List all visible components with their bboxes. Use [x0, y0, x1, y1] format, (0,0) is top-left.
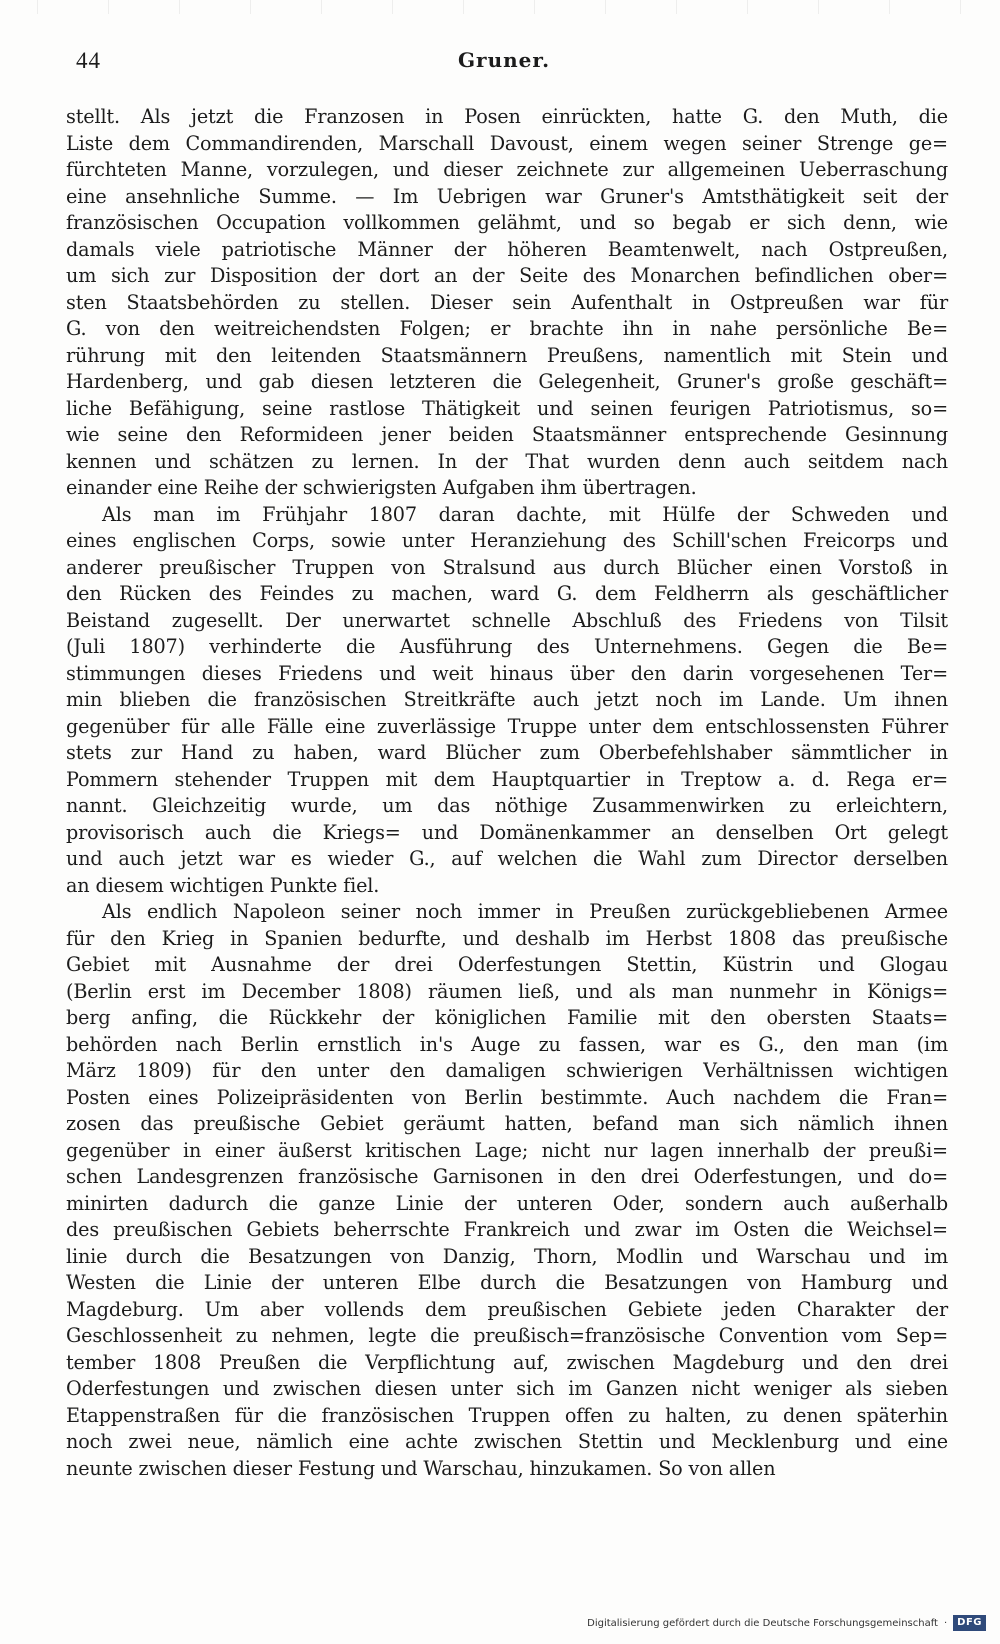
text-line: März 1809) für den unter den damaligen schwierigen Verhältnissen wichtigen — [66, 1059, 948, 1082]
text-line: Gebiet mit Ausnahme der drei Oderfestungen Stettin, Küstrin und Glogau — [66, 953, 948, 976]
text-line: einander eine Reihe der schwierigsten Aufgaben ihm übertragen. — [66, 476, 697, 499]
text-line: Als man im Frühjahr 1807 daran dachte, mit Hülfe der Schweden und — [102, 502, 948, 526]
text-line: zosen das preußische Gebiet geräumt hatten, befand man sich nämlich ihnen — [66, 1112, 948, 1135]
text-line: wie seine den Reformideen jener beiden Staatsmänner entsprechende Gesinnung — [66, 423, 948, 446]
text-line: sten Staatsbehörden zu stellen. Dieser sein Aufenthalt in Ostpreußen war für — [66, 290, 948, 314]
text-line: noch zwei neue, nämlich eine achte zwischen Stettin und Mecklenburg und eine — [66, 1430, 948, 1453]
text-line: kennen und schätzen zu lernen. In der That wurden denn auch seitdem nach — [66, 449, 948, 473]
text-line: Posten eines Polizeipräsidenten von Berlin bestimmte. Auch nachdem die Fran= — [66, 1085, 948, 1109]
text-line: stimmungen dieses Friedens und weit hinaus über den darin vorgesehenen Ter= — [66, 661, 948, 685]
text-line: neunte zwischen dieser Festung und Warschau, hinzukamen. So von allen — [66, 1456, 776, 1480]
text-line: provisorisch auch die Kriegs= und Domänenkammer an denselben Ort gelegt — [66, 820, 948, 844]
body-text — [66, 104, 948, 1482]
scan-noise — [0, 0, 1000, 14]
text-line: Beistand zugesellt. Der unerwartet schnelle Abschluß des Friedens von Tilsit — [66, 608, 948, 632]
paragraph — [66, 104, 948, 502]
text-line: Oderfestungen und zwischen diesen unter sich im Ganzen nicht weniger als sieben — [66, 1377, 948, 1400]
running-head: Gruner. — [457, 48, 551, 72]
page-number: 44 — [76, 48, 101, 73]
text-line: eine ansehnliche Summe. — Im Uebrigen war Gruner's Amtsthätigkeit seit der — [66, 184, 948, 208]
text-line: schen Landesgrenzen französische Garnisonen in den drei Oderfestungen, und do= — [66, 1165, 948, 1188]
text-line: gegenüber für alle Fälle eine zuverlässige Truppe unter dem entschlossensten Führer — [66, 714, 948, 738]
text-line: um sich zur Disposition der dort an der Seite des Monarchen befindlichen ober= — [66, 264, 948, 287]
text-line: G. von den weitreichendsten Folgen; er brachte ihn in nahe persönliche Be= — [66, 317, 948, 340]
text-line: und auch jetzt war es wieder G., auf welchen die Wahl zum Director derselben — [66, 847, 948, 870]
text-line: des preußischen Gebiets beherrschte Frankreich und zwar im Osten die Weichsel= — [66, 1218, 948, 1241]
paragraph — [66, 502, 948, 900]
text-line: Pommern stehender Truppen mit dem Hauptquartier in Treptow a. d. Rega er= — [66, 767, 948, 791]
text-line: behörden nach Berlin ernstlich in's Auge zu fassen, war es G., den man (im — [66, 1032, 948, 1056]
text-line: Magdeburg. Um aber vollends dem preußischen Gebiete jeden Charakter der — [66, 1297, 948, 1321]
text-line: damals viele patriotische Männer der höheren Beamtenwelt, nach Ostpreußen, — [66, 237, 948, 261]
dfg-logo: DFG — [953, 1615, 986, 1631]
page-header — [64, 48, 944, 84]
text-line: Als endlich Napoleon seiner noch immer in Preußen zurückgebliebenen Armee — [102, 900, 948, 923]
text-line: anderer preußischer Truppen von Stralsund aus durch Blücher einen Vorstoß in — [66, 555, 948, 579]
text-line: für den Krieg in Spanien bedurfte, und deshalb im Herbst 1808 das preußische — [66, 926, 948, 950]
paragraph — [66, 899, 948, 1482]
text-line: tember 1808 Preußen die Verpflichtung auf, zwischen Magdeburg und den drei — [66, 1350, 948, 1374]
text-line: französischen Occupation vollkommen gelähmt, und so begab er sich denn, wie — [66, 211, 948, 234]
text-line: Hardenberg, und gab diesen letzteren die Gelegenheit, Gruner's große geschäft= — [66, 370, 948, 393]
text-line: eines englischen Corps, sowie unter Heranziehung des Schill'schen Freicorps und — [66, 529, 948, 552]
text-line: Etappenstraßen für die französischen Truppen offen zu halten, zu denen späterhin — [66, 1403, 948, 1427]
text-line: rührung mit den leitenden Staatsmännern Preußens, namentlich mit Stein und — [66, 343, 948, 367]
text-line: fürchteten Manne, vorzulegen, und dieser zeichnete zur allgemeinen Ueberraschung — [66, 158, 948, 181]
text-line: liche Befähigung, seine rastlose Thätigkeit und seinen feurigen Patriotismus, so= — [66, 396, 948, 420]
text-line: gegenüber in einer äußerst kritischen Lage; nicht nur lagen innerhalb der preußi= — [66, 1138, 948, 1162]
text-line: min blieben die französischen Streitkräfte auch jetzt noch im Lande. Um ihnen — [66, 688, 948, 711]
text-line: Geschlossenheit zu nehmen, legte die preußisch=französische Convention vom Sep= — [66, 1324, 948, 1347]
text-line: (Berlin erst im December 1808) räumen ließ, und als man nunmehr in Königs= — [66, 979, 948, 1003]
credit-text: Digitalisierung gefördert durch die Deutsche Forschungsgemeinschaft — [587, 1617, 938, 1629]
text-line: stellt. Als jetzt die Franzosen in Posen einrückten, hatte G. den Muth, die — [66, 105, 948, 128]
text-line: den Rücken des Feindes zu machen, ward G. dem Feldherrn als geschäftlicher — [66, 582, 948, 605]
digitization-credit: Digitalisierung gefördert durch die Deutsche Forschungsgemeinschaft · DFG — [587, 1612, 986, 1634]
text-line: (Juli 1807) verhinderte die Ausführung des Unternehmens. Gegen die Be= — [66, 635, 948, 658]
text-line: Liste dem Commandirenden, Marschall Davoust, einem wegen seiner Strenge ge= — [66, 131, 948, 155]
text-line: berg anfing, die Rückkehr der königlichen Familie mit den obersten Staats= — [66, 1006, 948, 1029]
text-line: minirten dadurch die ganze Linie der unteren Oder, sondern auch außerhalb — [66, 1191, 948, 1215]
text-line: linie durch die Besatzungen von Danzig, Thorn, Modlin und Warschau und im — [66, 1244, 948, 1268]
text-line: Westen die Linie der unteren Elbe durch die Besatzungen von Hamburg und — [66, 1271, 948, 1294]
text-line: an diesem wichtigen Punkte fiel. — [66, 873, 380, 897]
text-line: stets zur Hand zu haben, ward Blücher zum Oberbefehlshaber sämmtlicher in — [66, 741, 948, 764]
text-line: nannt. Gleichzeitig wurde, um das nöthige Zusammenwirken zu erleichtern, — [66, 794, 948, 817]
